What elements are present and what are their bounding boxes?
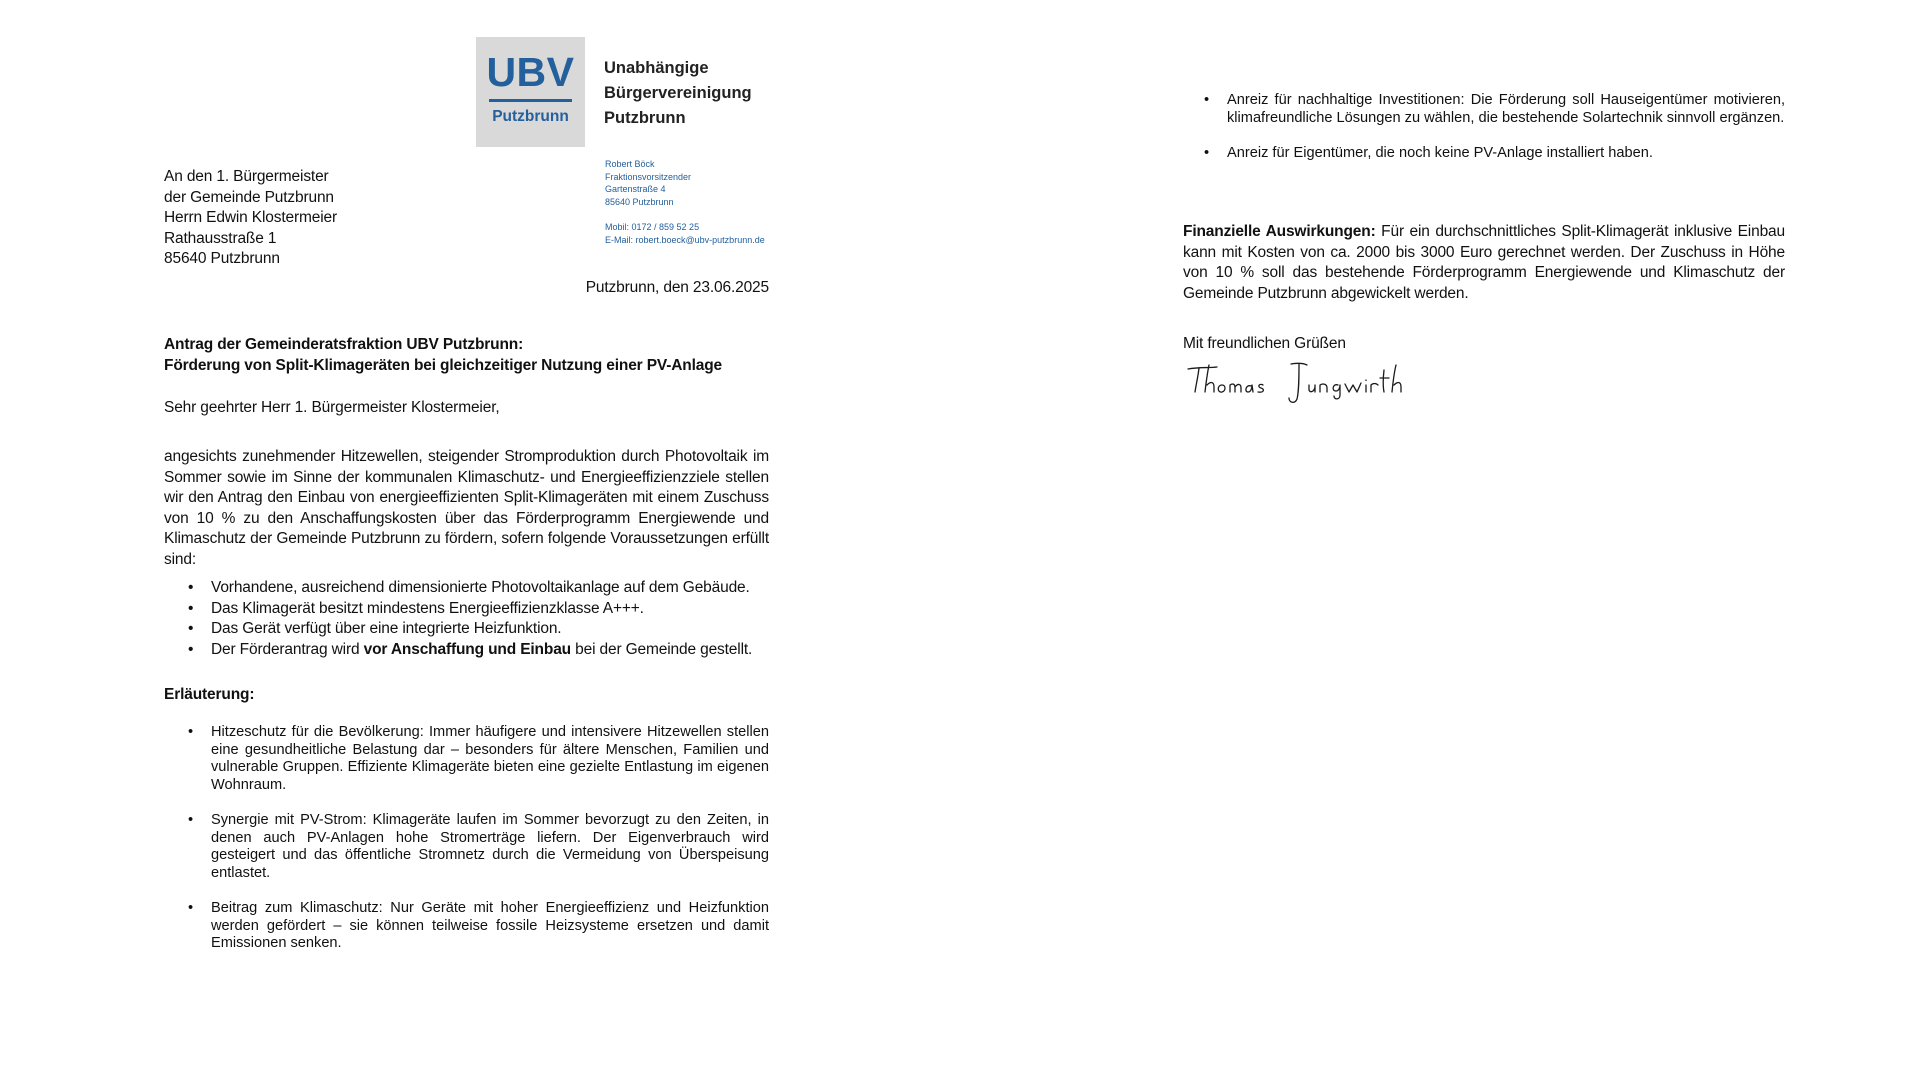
bullet-icon: •: [188, 899, 194, 916]
list-item: [164, 724, 769, 794]
organization-line: Unabhängige: [604, 59, 709, 77]
logo-abbreviation: UBV: [486, 49, 575, 95]
signature-strokes: [1188, 363, 1401, 402]
bullet-icon: •: [188, 620, 194, 638]
closing-phrase: Mit freundlichen Grüßen: [1183, 335, 1346, 352]
ubv-logo: [476, 37, 585, 147]
handwritten-signature: [1185, 357, 1425, 405]
recipient-line: Rathausstraße 1: [164, 229, 277, 247]
sender-role: Fraktionsvorsitzender: [605, 171, 692, 182]
list-item: [164, 578, 769, 599]
bullet-icon: •: [188, 724, 194, 740]
intro-paragraph: angesichts zunehmender Hitzewellen, steigender Stromproduktion durch Photovoltaik im Sommer sowie im Sinne der kommunalen Klimaschutz- und Energieeffizienzziele stellen wir den Antrag den Einbau von energieeffizienten Split-Klimageräten mit einem Zuschuss von 10 % zu den Anschaffungskosten über das Förderprogramm Energiewende und Klimaschutz der Gemeinde Putzbrunn zu fördern, sofern folgende Voraussetzungen erfüllt sind:: [164, 448, 769, 568]
list-item: [1180, 92, 1785, 127]
list-item-text-pre: Der Förderantrag wird: [211, 640, 364, 658]
letter-subject: [164, 335, 722, 376]
sender-name: Robert Böck: [605, 159, 655, 169]
list-item: [164, 640, 769, 661]
explanation-heading: Erläuterung:: [164, 686, 255, 703]
list-item-text: Anreiz für nachhaltige Investitionen: Die Förderung soll Hauseigentümer motivieren, klimafreundliche Lösungen zu wählen, die bestehende Solartechnik sinnvoll ergänzen.: [1227, 92, 1785, 126]
list-item-text: Beitrag zum Klimaschutz: Nur Geräte mit hoher Energieeffizienz und Heizfunktion werden gefördert – sie können teilweise fossile Heizsysteme ersetzen und damit Emissionen senken.: [211, 899, 769, 952]
organization-line: Bürgervereinigung: [604, 84, 752, 102]
financial-impact-paragraph: [1183, 222, 1785, 304]
list-item: [164, 812, 769, 882]
organization-name: [604, 56, 752, 131]
list-item-text: Anreiz für Eigentümer, die noch keine PV-Anlage installiert haben.: [1227, 144, 1653, 161]
recipient-line: der Gemeinde Putzbrunn: [164, 188, 334, 206]
list-item-text: Das Klimagerät besitzt mindestens Energieeffizienzklasse A+++.: [211, 599, 644, 617]
list-item: [164, 900, 769, 953]
subject-line-1: Antrag der Gemeinderatsfraktion UBV Putzbrunn:: [164, 336, 524, 353]
logo-divider: [489, 99, 572, 102]
salutation: Sehr geehrter Herr 1. Bürgermeister Klostermeier,: [164, 399, 500, 416]
list-item: [164, 619, 769, 640]
list-item: [1180, 145, 1785, 163]
bullet-icon: •: [1204, 92, 1210, 108]
list-item-text: Das Gerät verfügt über eine integrierte Heizfunktion.: [211, 620, 562, 638]
financial-impact-text: Für ein durchschnittliches Split-Klimagerät inklusive Einbau kann mit Kosten von ca. 2000 bis 3000 Euro gerechnet werden. Der Zuschuss in Höhe von 10 % soll das bestehende Förderprogramm Energiewende und Klimaschutz der Gemeinde Putzbrunn abgewickelt werden.: [1183, 223, 1785, 302]
sender-email: E-Mail: robert.boeck@ubv-putzbrunn.de: [605, 234, 765, 245]
list-item-text-bold: vor Anschaffung und Einbau: [363, 640, 571, 658]
explanation-list: [164, 724, 769, 970]
sender-block: [605, 158, 765, 246]
subject-line-2: Förderung von Split-Klimageräten bei gleichzeitiger Nutzung einer PV-Anlage: [164, 356, 723, 374]
financial-impact-label: Finanzielle Auswirkungen:: [1183, 223, 1376, 240]
organization-line: Putzbrunn: [604, 109, 686, 127]
sender-mobile: Mobil: 0172 / 859 52 25: [605, 221, 700, 232]
letter-date: Putzbrunn, den 23.06.2025: [585, 279, 769, 296]
sender-street: Gartenstraße 4: [605, 184, 666, 195]
list-item-text: Synergie mit PV-Strom: Klimageräte laufen im Sommer bevorzugt zu den Zeiten, in denen auch PV-Anlagen hohe Stromerträge liefern. Der Eigenverbrauch wird gesteigert und das öffentliche Stromnetz durch die Vermeidung von Überspeisung entlastet.: [211, 811, 769, 881]
recipient-line: Herrn Edwin Klostermeier: [164, 209, 337, 227]
bullet-icon: •: [188, 599, 194, 617]
sender-city: 85640 Putzbrunn: [605, 196, 674, 207]
bullet-icon: •: [1204, 144, 1210, 161]
bullet-icon: •: [188, 811, 194, 828]
list-item-text: Vorhandene, ausreichend dimensionierte Photovoltaikanlage auf dem Gebäude.: [211, 579, 750, 596]
requirements-list: [164, 578, 769, 660]
recipient-line: An den 1. Bürgermeister: [164, 168, 329, 185]
bullet-icon: •: [188, 640, 194, 658]
recipient-address: [164, 167, 337, 270]
bullet-icon: •: [188, 579, 194, 596]
list-item: [164, 599, 769, 620]
list-item-text-post: bei der Gemeinde gestellt.: [570, 640, 753, 658]
incentives-list: [1180, 92, 1785, 180]
list-item-text: Hitzeschutz für die Bevölkerung: Immer häufigere und intensivere Hitzewellen stellen eine gesundheitliche Belastung dar – besonders für ältere Menschen, Familien und vulnerable Gruppen. Effiziente Klimageräte bieten eine gezielte Entlastung im eigenen Wohnraum.: [211, 724, 769, 793]
logo-place: Putzbrunn: [492, 108, 569, 125]
recipient-line: 85640 Putzbrunn: [164, 250, 280, 268]
